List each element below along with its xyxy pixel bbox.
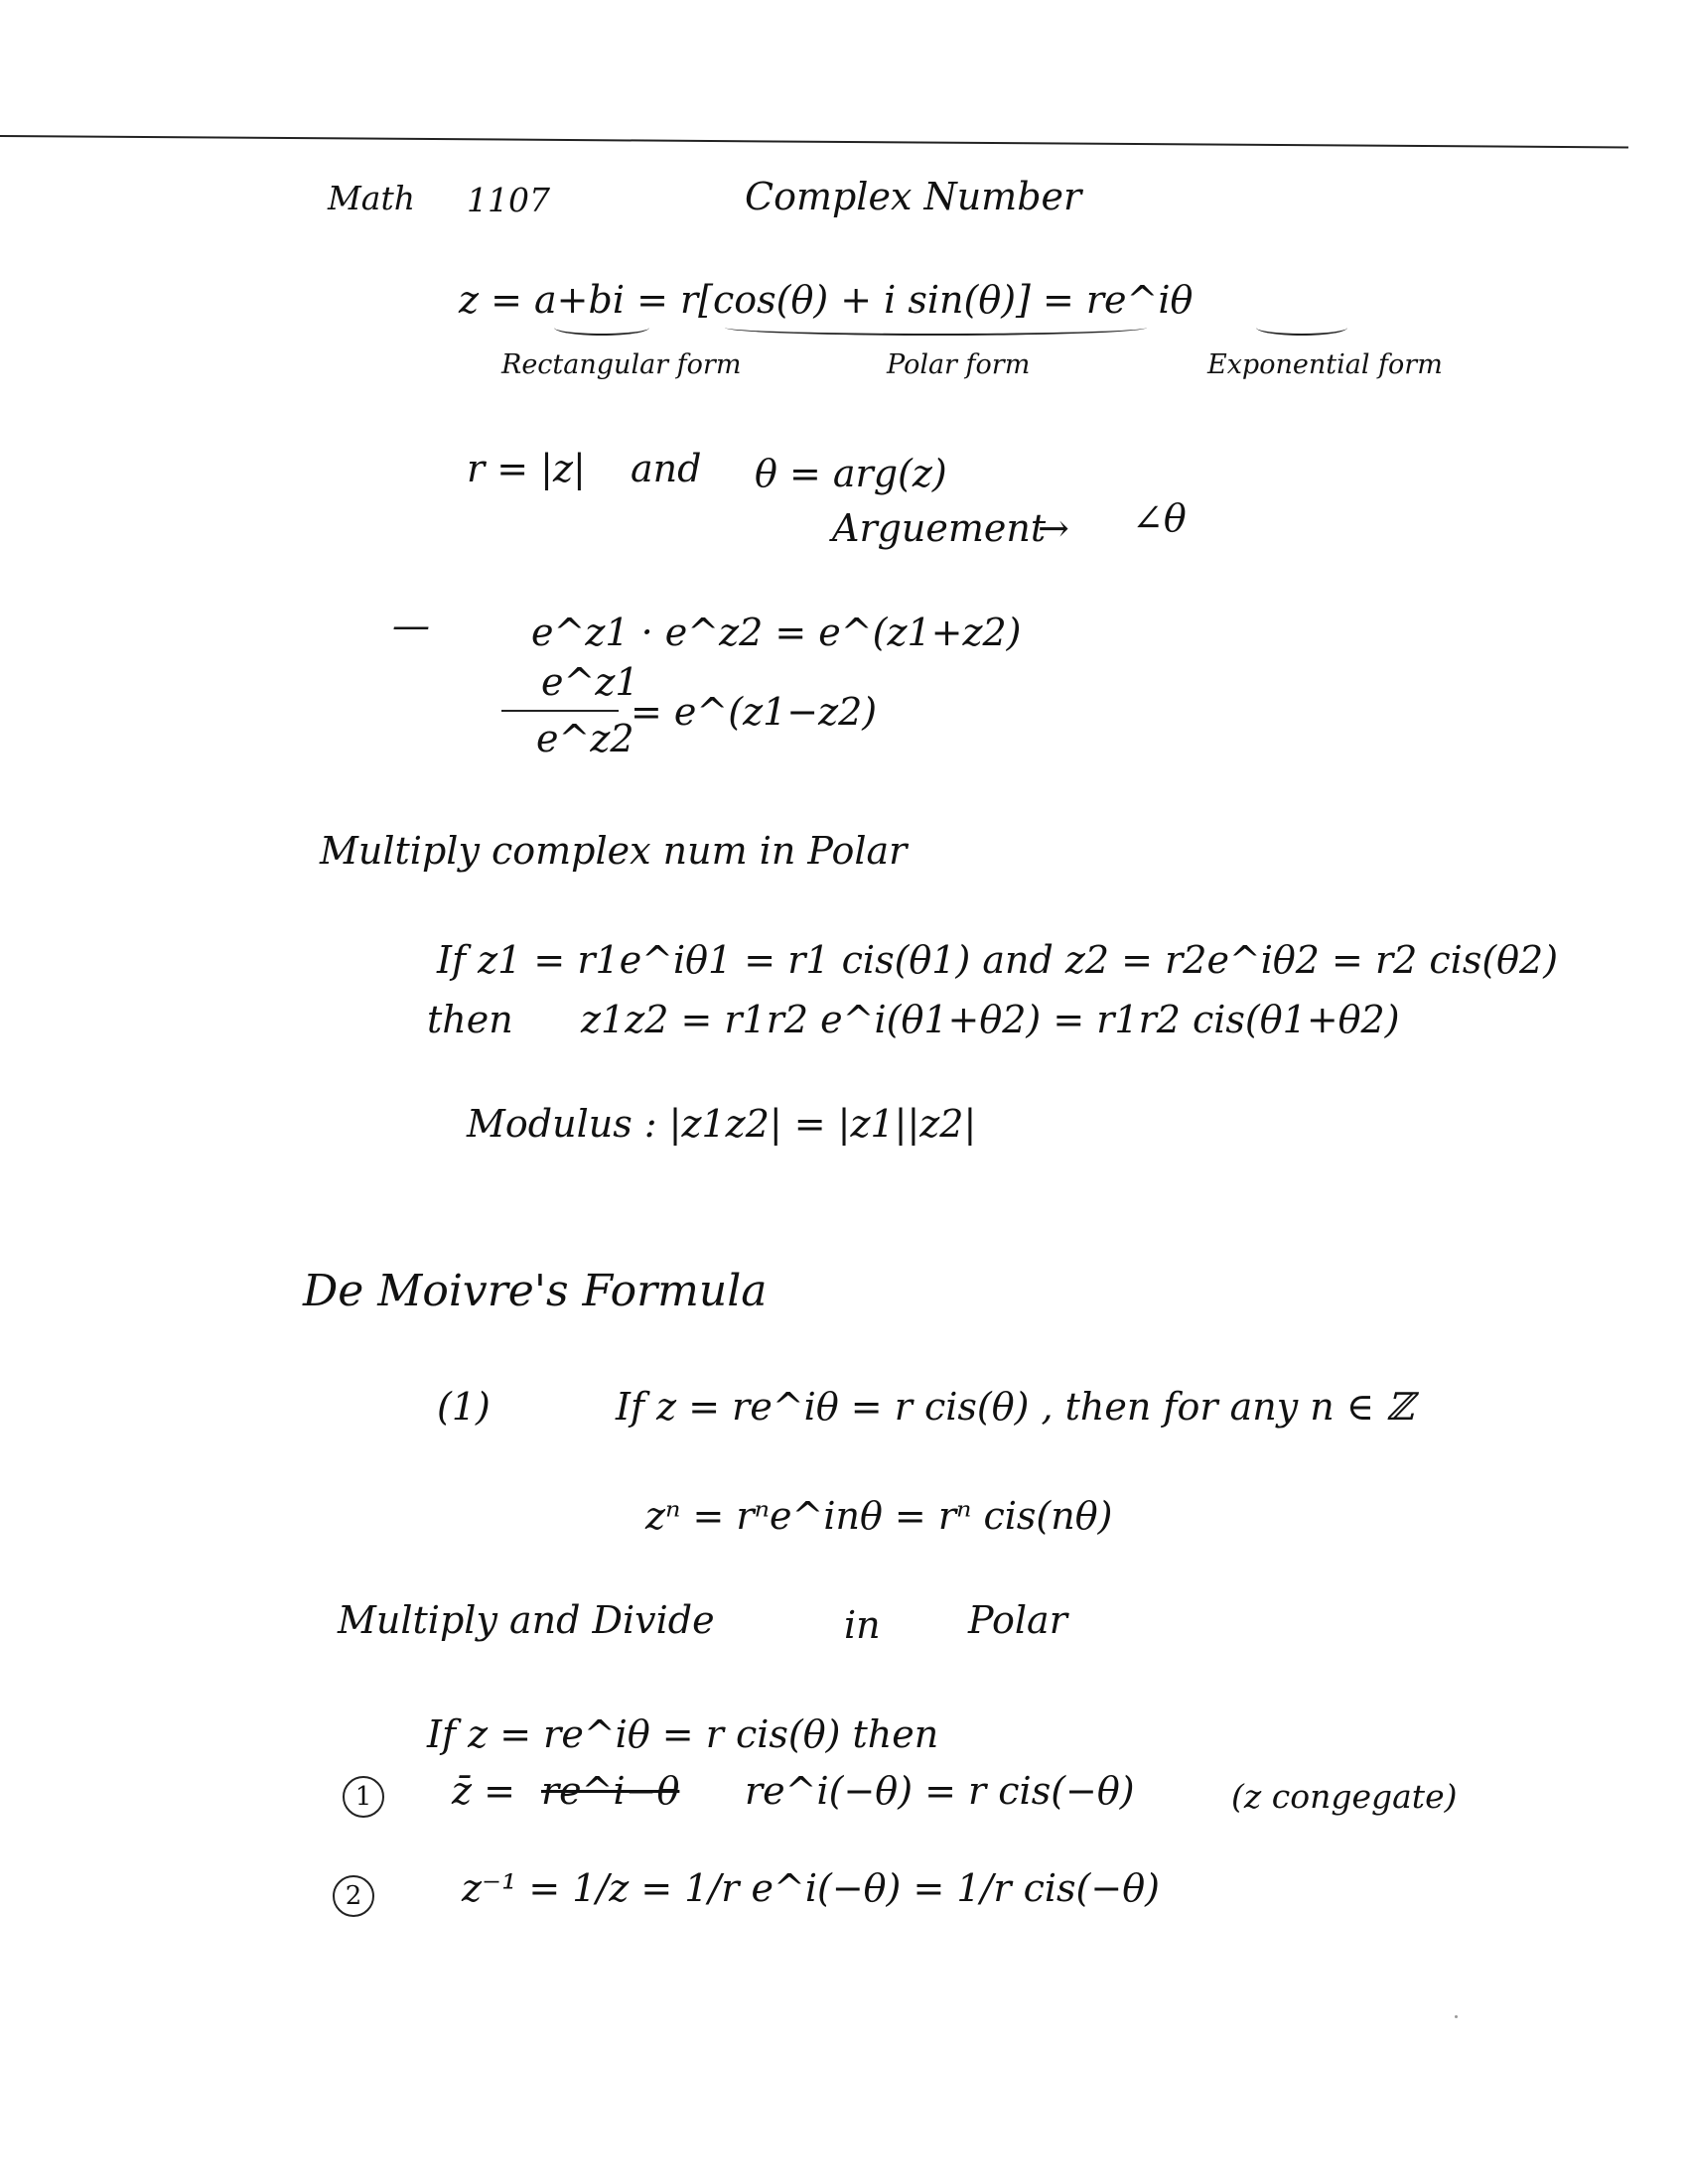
modulus-product-line: Modulus : |z1z2| = |z1||z2| (467, 1102, 977, 1146)
multiply-then-line: z1z2 = r1r2 e^i(θ1+θ2) = r1r2 cis(θ1+θ2) (581, 998, 1400, 1041)
item2-circle: 2 (333, 1869, 374, 1917)
multiply-then-label: then (427, 998, 513, 1041)
exp-quotient-rhs: = e^(z1−z2) (631, 690, 878, 734)
page-title: Complex Number (745, 175, 1082, 218)
conjugate-lhs: z̄ = (452, 1769, 515, 1813)
stray-dot (1455, 2015, 1458, 2018)
exp-brace (1256, 320, 1347, 336)
exp-quotient-denominator: e^z2 (536, 717, 634, 760)
multiply-divide-if-line: If z = re^iθ = r cis(θ) then (427, 1712, 939, 1756)
de-moivre-if-line: If z = re^iθ = r cis(θ) , then for any n ∈ ℤ (616, 1385, 1414, 1429)
item1-circle: 1 (343, 1770, 384, 1818)
polar-word: Polar (968, 1598, 1067, 1642)
conjugate-rhs: re^i(−θ) = r cis(−θ) (745, 1769, 1135, 1813)
arrow-glyph: → (1038, 506, 1069, 550)
argument-def: θ = arg(z) (755, 452, 947, 495)
inverse-line: z⁻¹ = 1/z = 1/r e^i(−θ) = 1/r cis(−θ) (462, 1866, 1160, 1910)
de-moivre-heading: De Moivre's Formula (303, 1266, 768, 1316)
multiply-heading: Multiply complex num in Polar (320, 829, 908, 873)
in-word: in (844, 1603, 881, 1647)
exp-form-label: Exponential form (1207, 349, 1443, 380)
exp-quotient-bar (501, 710, 619, 712)
angle-notation: ∠θ (1132, 496, 1187, 540)
de-moivre-item-label: (1) (437, 1385, 491, 1429)
rect-brace (554, 320, 649, 336)
rect-form-label: Rectangular form (501, 349, 742, 380)
and-word: and (631, 447, 702, 490)
polar-brace (725, 320, 1147, 336)
course-label: Math (328, 179, 415, 217)
top-rule (0, 135, 1628, 148)
dash-mark: — (392, 604, 430, 647)
de-moivre-result: zⁿ = rⁿe^inθ = rⁿ cis(nθ) (645, 1494, 1113, 1538)
forms-equation: z = a+bi = r[cos(θ) + i sin(θ)] = re^iθ (459, 278, 1194, 322)
argument-name: Arguement (832, 506, 1047, 550)
multiply-divide-heading: Multiply and Divide (338, 1598, 715, 1642)
multiply-if-line: If z1 = r1e^iθ1 = r1 cis(θ1) and z2 = r2e^iθ2 = r2 cis(θ2) (437, 938, 1559, 982)
modulus-def: r = |z| (467, 447, 586, 490)
course-number: 1107 (467, 181, 550, 219)
exp-product-rule: e^z1 · e^z2 = e^(z1+z2) (531, 611, 1022, 654)
exp-quotient-numerator: e^z1 (541, 660, 639, 704)
polar-form-label: Polar form (887, 349, 1031, 380)
conjugate-note: (z congegate) (1231, 1777, 1458, 1816)
conjugate-struck-term: re^i−θ (541, 1769, 680, 1813)
